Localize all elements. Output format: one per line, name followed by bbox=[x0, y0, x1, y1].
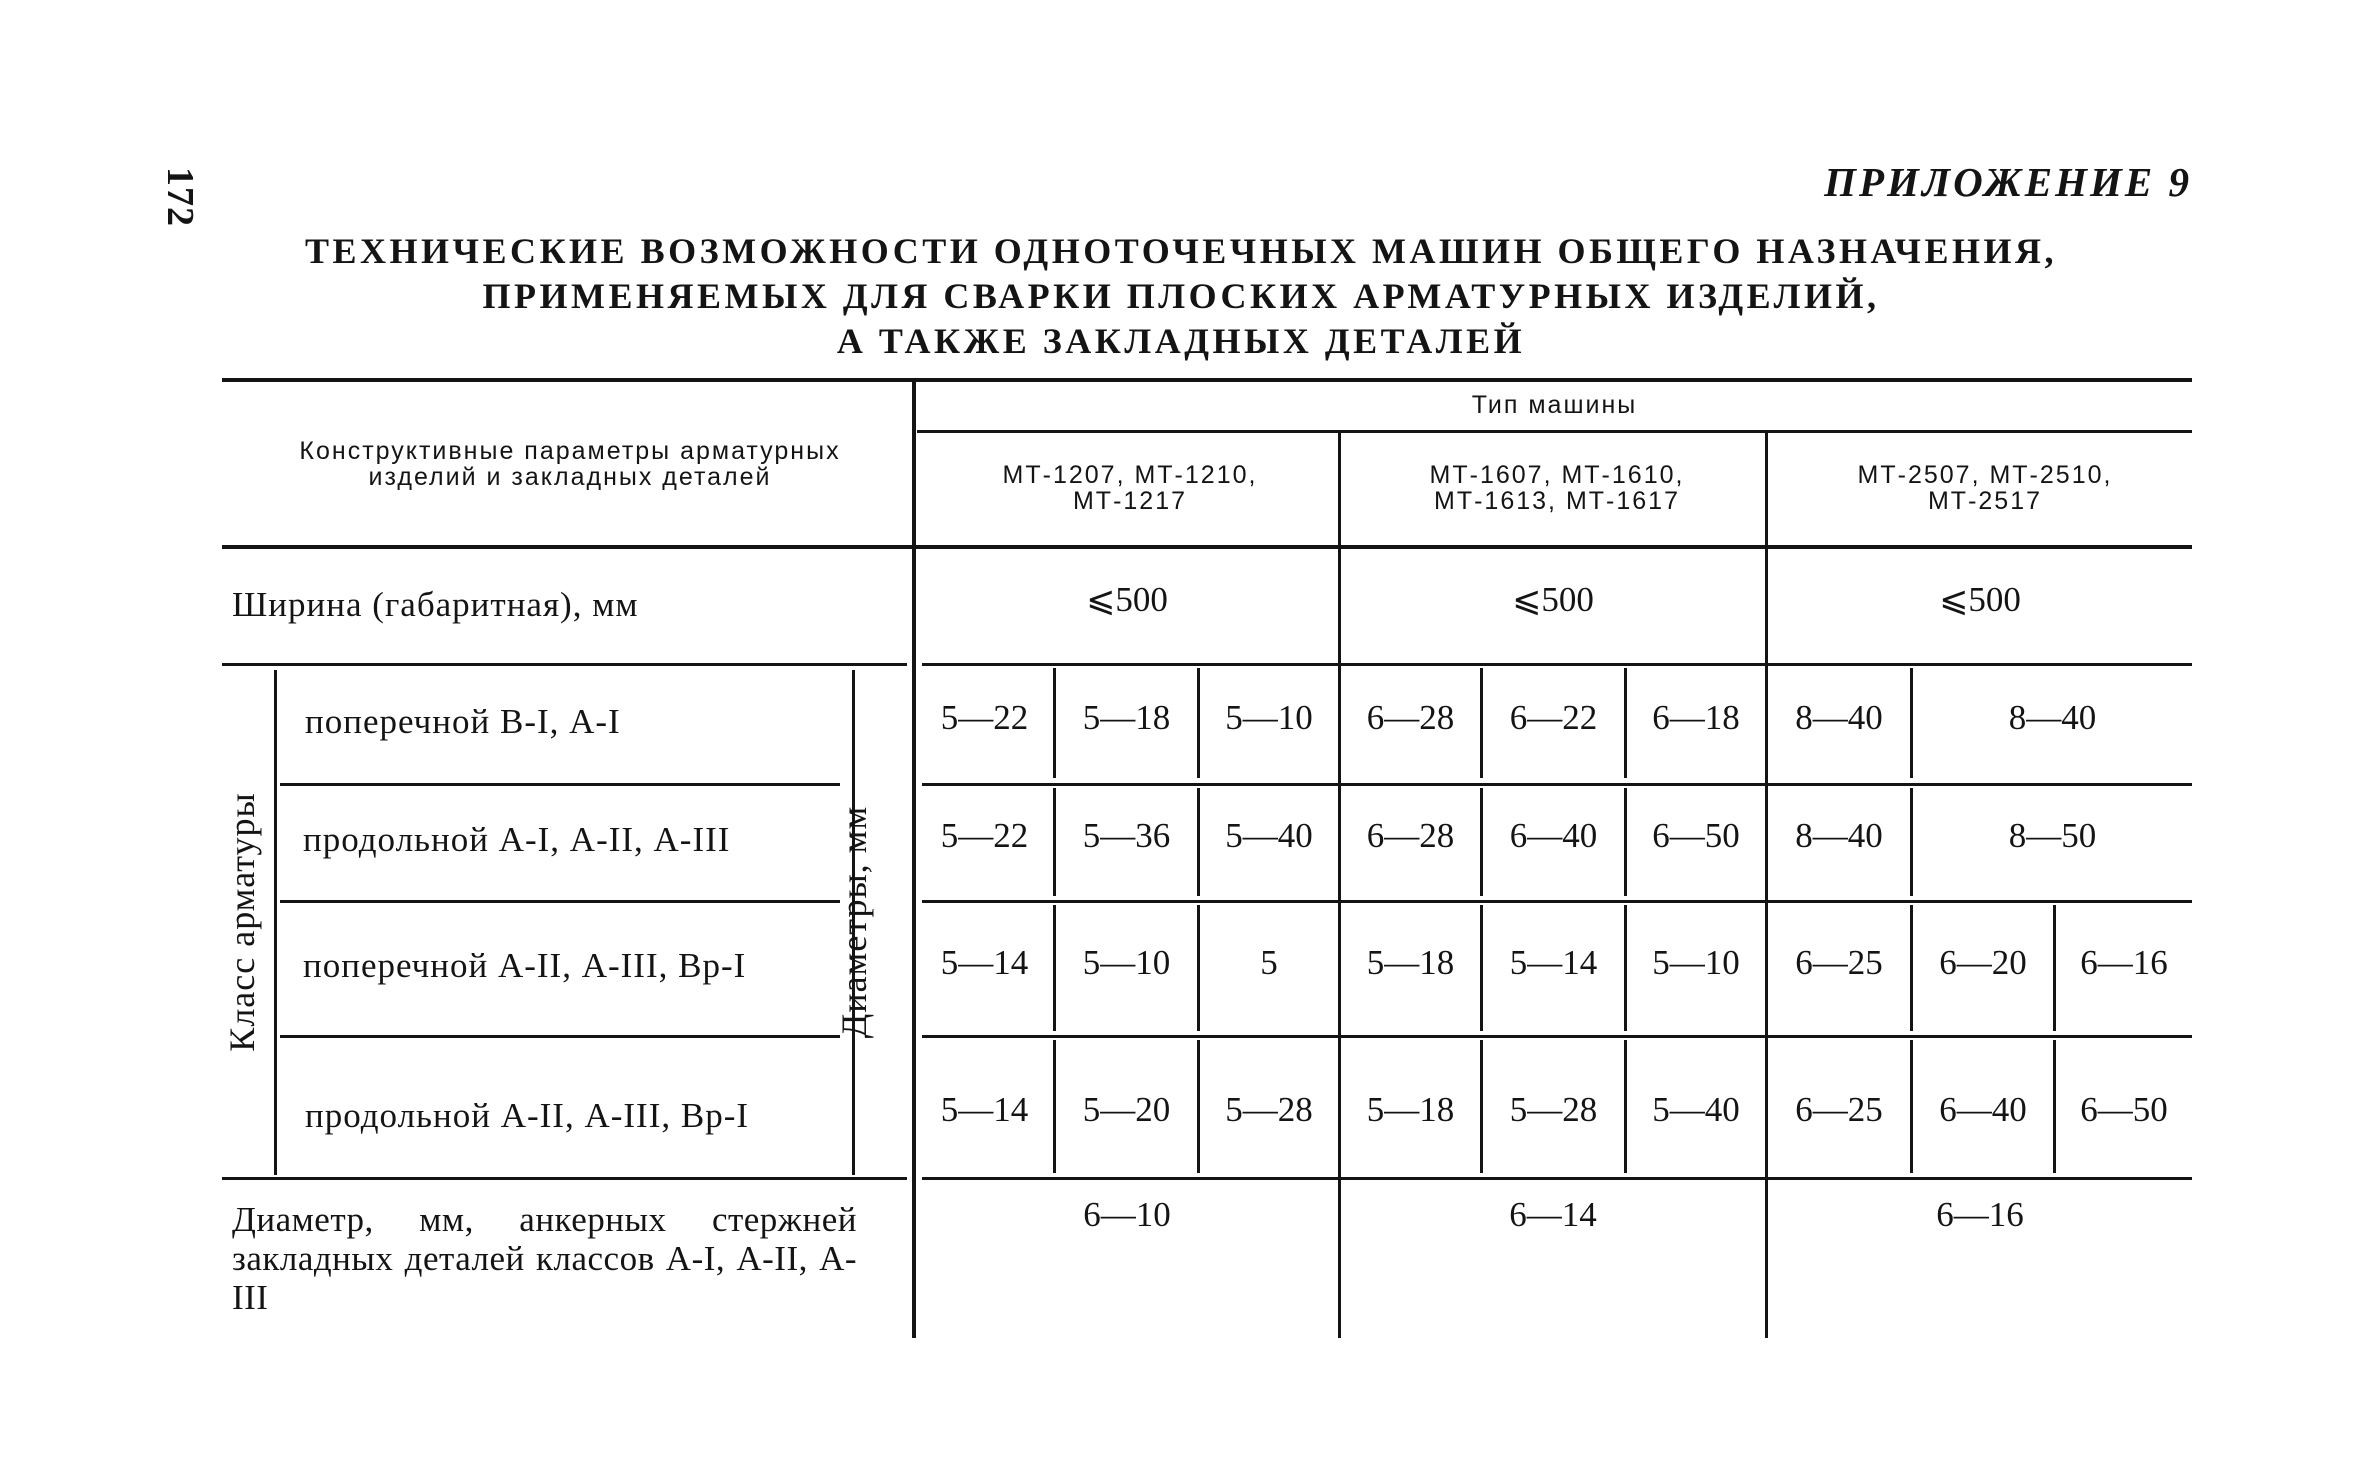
class-label-divider bbox=[274, 670, 277, 1175]
table-cell: 8—40 bbox=[1795, 816, 1883, 855]
table-cell: 6—20 bbox=[1939, 943, 2027, 982]
table-cell: 8—40 bbox=[1795, 698, 1883, 737]
class-label: Класс арматуры bbox=[222, 792, 262, 1052]
anchor-value: 6—10 bbox=[1083, 1195, 1171, 1234]
param-column-divider bbox=[912, 378, 916, 1338]
row3-rule-right bbox=[922, 1035, 2192, 1038]
table-cell: 6—28 bbox=[1366, 698, 1455, 737]
row4-rule-right bbox=[922, 1177, 2192, 1180]
width-row-rule-left bbox=[222, 663, 907, 666]
table-cell: 5—14 bbox=[1509, 943, 1598, 982]
anchor-value: 6—14 bbox=[1509, 1195, 1597, 1234]
machine-header-1: МТ-1207, МТ-1210, МТ-1217 bbox=[1002, 461, 1258, 515]
row-label: продольной А-I, А-II, А-III bbox=[303, 820, 731, 859]
table-top-rule bbox=[222, 378, 2192, 382]
table-cell: 5—10 bbox=[1652, 943, 1740, 982]
table-cell: 5—36 bbox=[1082, 816, 1171, 855]
title-line-3: А ТАКЖЕ ЗАКЛАДНЫХ ДЕТАЛЕЙ bbox=[836, 321, 1526, 361]
diam-label: Диаметры, мм bbox=[834, 805, 874, 1039]
row1-rule-right bbox=[922, 783, 2192, 786]
table-cell: 8—50 bbox=[2008, 816, 2097, 855]
table-cell: 5—28 bbox=[1509, 1090, 1598, 1129]
width-value: ⩽500 bbox=[1086, 580, 1168, 619]
table-cell: 5—10 bbox=[1082, 943, 1171, 982]
table-cell: 6—16 bbox=[2080, 943, 2168, 982]
title-line-1: ТЕХНИЧЕСКИЕ ВОЗМОЖНОСТИ ОДНОТОЧЕЧНЫХ МАШИН ОБЩЕГО НАЗНАЧЕНИЯ, bbox=[305, 231, 2057, 271]
table-cell: 6—40 bbox=[1509, 816, 1598, 855]
param-header: Конструктивные параметры арматурных изделий и закладных деталей bbox=[299, 437, 841, 491]
table-cell: 6—28 bbox=[1366, 816, 1455, 855]
table-cell: 6—18 bbox=[1652, 698, 1740, 737]
row2-rule-right bbox=[922, 900, 2192, 903]
machine-header-3: МТ-2507, МТ-2510, МТ-2517 bbox=[1857, 461, 2113, 515]
title-line-2: ПРИМЕНЯЕМЫХ ДЛЯ СВАРКИ ПЛОСКИХ АРМАТУРНЫХ ИЗДЕЛИЙ, bbox=[482, 276, 1880, 316]
table-cell: 6—25 bbox=[1795, 1090, 1883, 1129]
table-cell: 5—18 bbox=[1082, 698, 1171, 737]
row-label: поперечной В-I, А-I bbox=[305, 702, 621, 741]
table-cell: 5—10 bbox=[1225, 698, 1313, 737]
table-cell: 5—40 bbox=[1225, 816, 1313, 855]
table-cell: 5—28 bbox=[1225, 1090, 1313, 1129]
row3-rule-left bbox=[280, 1035, 840, 1038]
table-cell: 6—22 bbox=[1509, 698, 1598, 737]
row2-rule-left bbox=[280, 900, 840, 903]
table-cell: 5—22 bbox=[940, 816, 1029, 855]
row1-rule-left bbox=[280, 783, 840, 786]
anchor-value: 6—16 bbox=[1936, 1195, 2024, 1234]
table-cell: 5—18 bbox=[1366, 1090, 1455, 1129]
table-cell: 5—22 bbox=[940, 698, 1029, 737]
machine-type-rule bbox=[917, 430, 2192, 433]
table-cell: 8—40 bbox=[2008, 698, 2097, 737]
anchor-row-label: Диаметр, мм, анкерных стержней закладных деталей классов А-I, А-II, А-III bbox=[232, 1200, 857, 1317]
table-cell: 6—50 bbox=[1652, 816, 1740, 855]
row-label: продольной А-II, А-III, Вр-I bbox=[305, 1096, 750, 1135]
table-cell: 5—20 bbox=[1082, 1090, 1171, 1129]
page-number: 172 bbox=[159, 167, 201, 227]
table-cell: 5 bbox=[1260, 943, 1278, 982]
appendix-label: ПРИЛОЖЕНИЕ 9 bbox=[1824, 159, 2192, 205]
table-cell: 5—40 bbox=[1652, 1090, 1740, 1129]
width-value: ⩽500 bbox=[1512, 580, 1594, 619]
table-cell: 5—14 bbox=[940, 1090, 1029, 1129]
header-bottom-rule bbox=[222, 545, 2192, 549]
row-label: поперечной А-II, А-III, Вр-I bbox=[303, 946, 747, 985]
table-cell: 6—50 bbox=[2080, 1090, 2168, 1129]
table-cell: 5—14 bbox=[940, 943, 1029, 982]
table-cell: 6—25 bbox=[1795, 943, 1883, 982]
width-row-rule-right bbox=[922, 663, 2192, 666]
machine-header-2: МТ-1607, МТ-1610, МТ-1613, МТ-1617 bbox=[1429, 461, 1685, 515]
table-cell: 5—18 bbox=[1366, 943, 1455, 982]
row4-rule-left bbox=[222, 1177, 907, 1180]
machine-type-header: Тип машины bbox=[1471, 391, 1638, 419]
table-cell: 6—40 bbox=[1939, 1090, 2027, 1129]
width-value: ⩽500 bbox=[1939, 580, 2021, 619]
width-row-label: Ширина (габаритная), мм bbox=[232, 585, 639, 624]
